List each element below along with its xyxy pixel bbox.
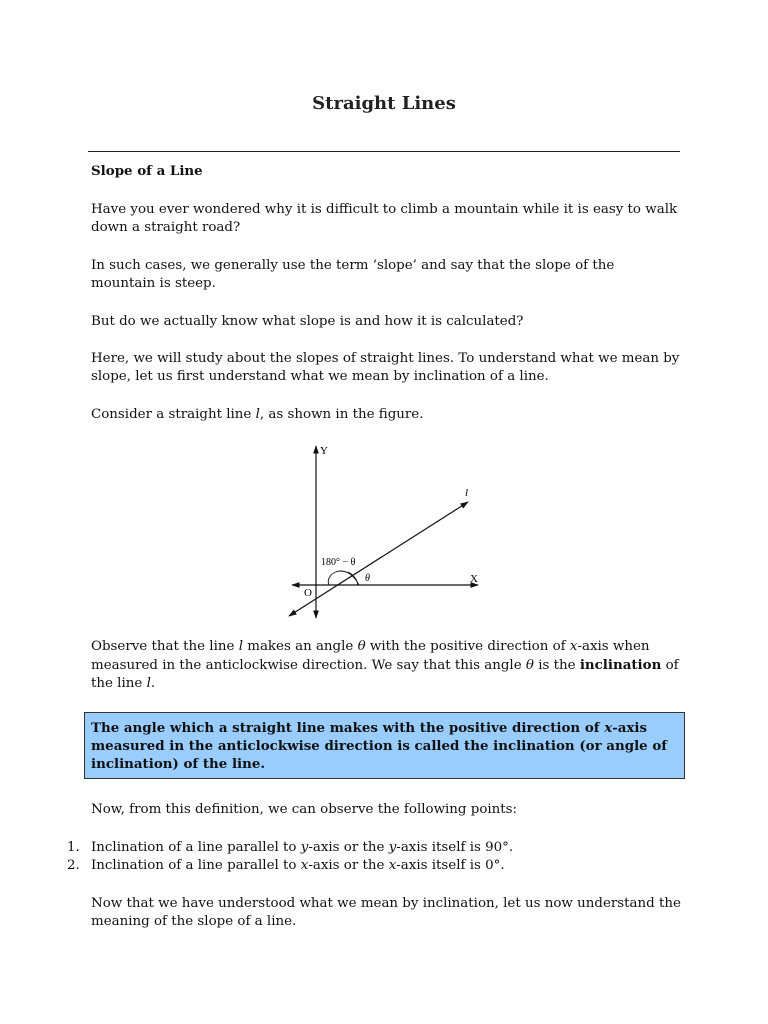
paragraph-3: But do we actually know what slope is and how it is calculated?	[91, 314, 524, 329]
list-text-b: -axis or the	[308, 858, 389, 873]
list-italic-b: x	[388, 858, 397, 873]
paragraph-8: Now that we have understood what we mean by inclination, let us now understand the meaning of the slope of a line.	[91, 896, 681, 929]
p5-text-a: Consider a straight line	[91, 407, 256, 422]
line-l-symbol: l	[255, 407, 260, 422]
list-text-c: -axis itself is 0°.	[396, 858, 505, 873]
p6-theta-2: θ	[525, 658, 534, 673]
p6-text-3: with the positive direction of	[365, 639, 570, 654]
list-text-b: -axis or the	[308, 840, 389, 855]
p5-text-b: , as shown in the figure.	[259, 407, 424, 422]
paragraph-1: Have you ever wondered why it is difficult to climb a mountain while it is easy to walk down a straight road?	[91, 202, 678, 235]
paragraph-2: In such cases, we generally use the term ‘slope’ and say that the slope of the mountain is steep.	[91, 258, 615, 291]
paragraph-4: Here, we will study about the slopes of straight lines. To understand what we mean by slope, let us first understand what we mean by inclination of a line.	[91, 351, 680, 384]
list-text-a: Inclination of a line parallel to	[91, 840, 301, 855]
p6-italic-x: x	[569, 639, 578, 654]
p6-text-7: .	[150, 676, 156, 691]
p6-italic-l-2: l	[146, 676, 151, 691]
x-axis-label: X	[470, 573, 478, 585]
p6-text-5: is the	[533, 658, 580, 673]
list-text-c: -axis itself is 90°.	[396, 840, 514, 855]
definition-box	[84, 712, 685, 779]
definition-text-2: -axis measured in the anticlockwise direction is called the inclination (or angle of inclination) of the line.	[91, 720, 668, 772]
y-axis-label: Y	[320, 445, 328, 457]
p6-text-2: makes an angle	[242, 639, 358, 654]
paragraph-6	[91, 638, 681, 693]
list-italic-a: x	[300, 858, 309, 873]
list-number: 1.	[67, 840, 80, 855]
origin-label: O	[304, 587, 312, 599]
page-title: Straight Lines	[312, 93, 456, 114]
p6-text-6: of the line	[91, 658, 679, 691]
title-divider	[88, 151, 680, 152]
p6-bold-inclination: inclination	[579, 657, 662, 673]
list-italic-b: y	[388, 840, 397, 855]
definition-italic-x: x	[604, 720, 613, 736]
list-number: 2.	[67, 858, 80, 873]
list-text-a: Inclination of a line parallel to	[91, 858, 301, 873]
list-item	[62, 857, 682, 875]
paragraph-5	[91, 406, 681, 424]
p6-text-4: -axis when measured in the anticlockwise direction. We say that this angle	[91, 639, 650, 673]
section-heading: Slope of a Line	[91, 163, 203, 179]
points-list	[62, 839, 682, 875]
p6-italic-l: l	[238, 639, 243, 654]
p6-theta: θ	[357, 639, 366, 654]
outer-angle-label: 180° − θ	[321, 557, 356, 568]
line-label: l	[465, 487, 469, 499]
list-item	[62, 839, 682, 857]
paragraph-7: Now, from this definition, we can observe the following points:	[91, 802, 518, 817]
inclination-figure	[286, 440, 486, 622]
definition-text-1: The angle which a straight line makes with the positive direction of	[91, 720, 605, 736]
list-italic-a: y	[300, 840, 309, 855]
p6-text-1: Observe that the line	[91, 639, 239, 654]
outer-angle-arc	[328, 571, 359, 585]
inner-angle-label: θ	[365, 573, 370, 584]
